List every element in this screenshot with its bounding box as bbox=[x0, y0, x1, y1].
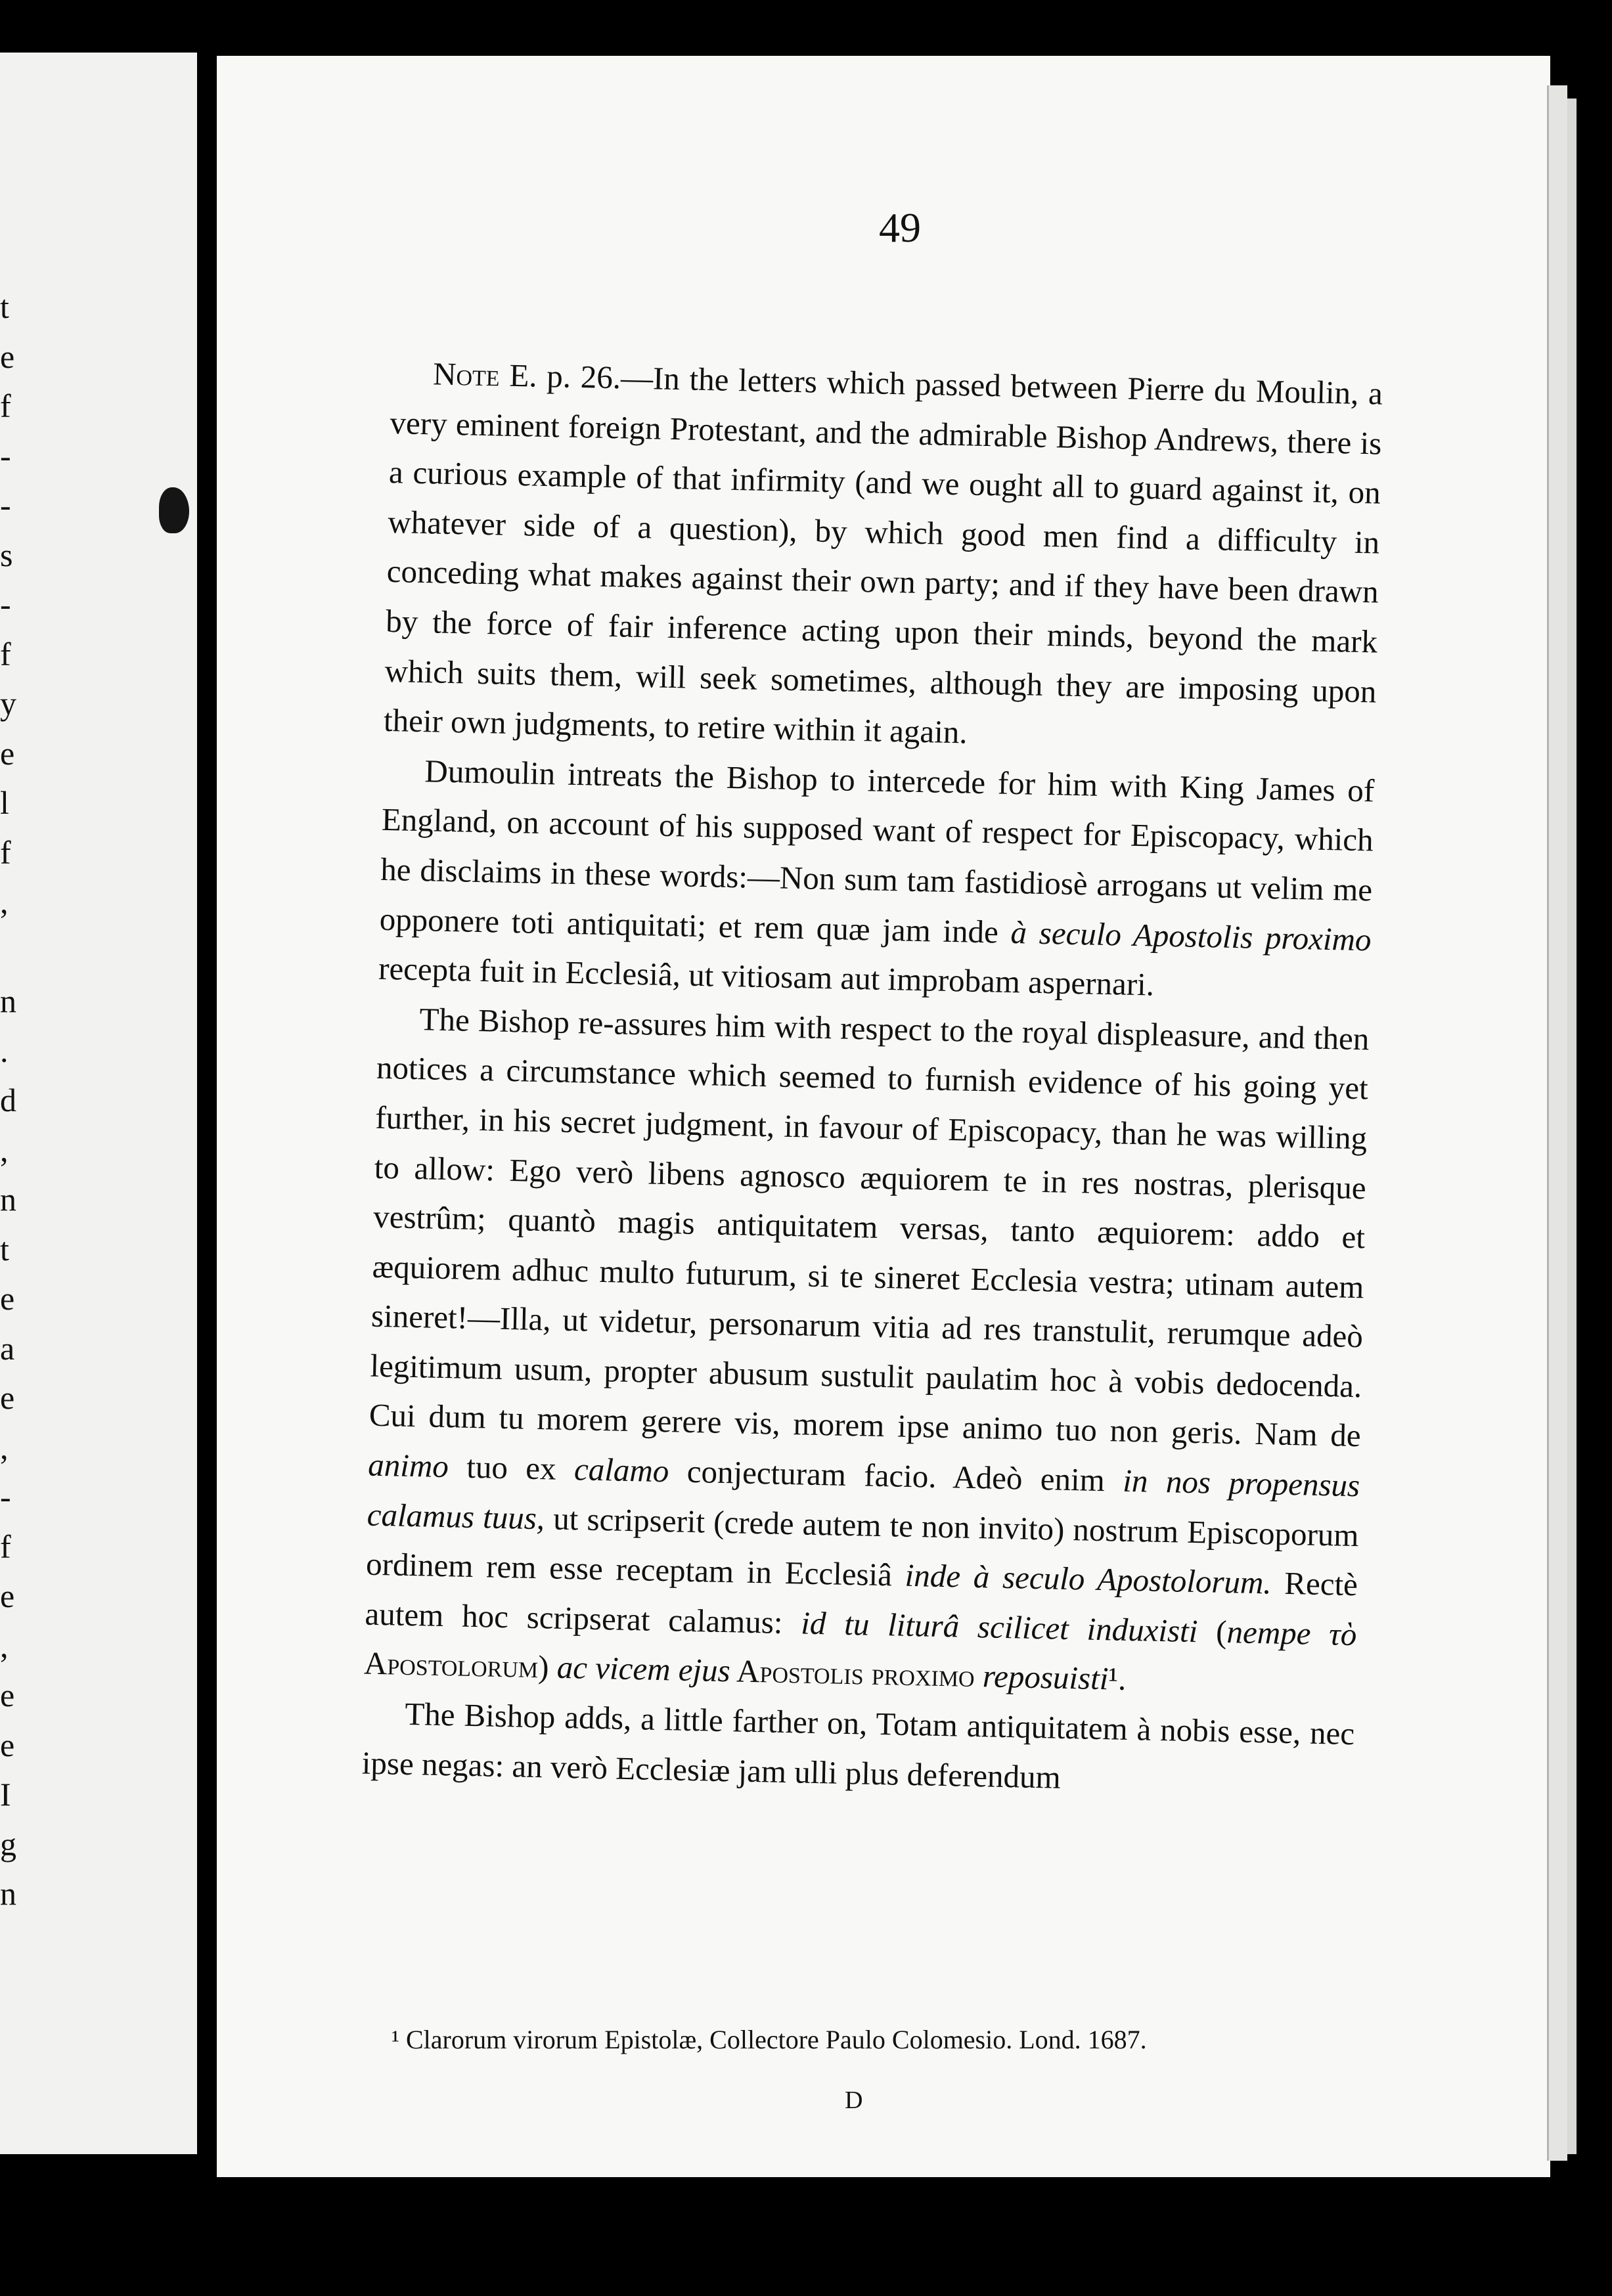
text-run: ) bbox=[537, 1648, 558, 1686]
fragment: y bbox=[0, 685, 16, 722]
fragment: e bbox=[0, 1578, 15, 1614]
fragment bbox=[0, 927, 26, 977]
page-edge bbox=[1547, 85, 1567, 2161]
fragment: t bbox=[0, 1230, 9, 1268]
paragraph-text: The Bishop adds, a little farther on, Totam antiquitatem à nobis esse, nec ipse negas: an verò Ecclesiæ jam ulli plus deferendum bbox=[361, 1695, 1355, 1796]
fragment: - bbox=[0, 487, 11, 523]
paragraph-text: E. p. 26.—In the letters which passed between Pierre du Moulin, a very eminent foreign Protestant, and the admirable Bishop Andrews, there is a curious example of that infirmity (and we ought all to guard against it, on whatever side of a question), by which good men find a difficulty in conceding what makes against their own party; and if they have been drawn by the force of fair inference acting upon their minds, beyond the mark which suits them, will seek sometimes, although they are imposing upon their own judgments, to retire within it again. bbox=[383, 357, 1383, 751]
fragment: , bbox=[0, 1131, 9, 1168]
note-label: Note bbox=[432, 355, 501, 393]
fragment: e bbox=[0, 734, 15, 772]
paragraph-bishop-reply bbox=[363, 994, 1370, 1710]
italic-run: animo bbox=[367, 1446, 449, 1485]
text-run: ut scripserit (crede autem te non invito) nostrum Episcoporum ordinem rem esse receptam in Ecclesiâ bbox=[365, 1499, 1360, 1594]
body-text bbox=[361, 348, 1383, 1808]
fragment: - bbox=[0, 586, 11, 623]
paragraph-dumoulin bbox=[378, 745, 1375, 1015]
text-run: ( bbox=[1197, 1612, 1228, 1650]
fragment: l bbox=[0, 784, 9, 821]
fragment: g bbox=[0, 1825, 16, 1863]
facing-page-text-fragments bbox=[0, 282, 26, 1919]
italic-run: id tu liturâ scilicet induxisti bbox=[800, 1604, 1198, 1649]
text-run: tuo ex bbox=[448, 1448, 575, 1488]
fragment: , bbox=[0, 883, 9, 920]
italic-run: à seculo Apostolis proximo bbox=[1010, 914, 1372, 958]
fragment: f bbox=[0, 1528, 11, 1565]
ink-blot bbox=[159, 487, 189, 533]
text-run: Rectè autem hoc scripserat calamus: bbox=[365, 1564, 1358, 1641]
italic-run: reposuisti bbox=[982, 1658, 1109, 1697]
text-run: The Bishop re-assures him with respect to the royal displeasure, and then notices a circumstance which seemed to furnish evidence of his going yet further, in his secret judgment, in favour of Episcopacy, than he was willing to allow: Ego verò libens agnosco æquiorem te in res nostras, plerisque vestrûm; quantò magis antiquitatem versas, tanto æquiorem: addo et æquiorem adhuc multo futurum, si te sineret Ecclesia vestra; utinam autem sineret!—Illa, ut videtur, personarum vitia ad res transtulit, rerumque adeò legitimum usum, propter abusum sustulit paulatim hoc à vobis dedocenda. Cui dum tu morem gerere vis, morem ipse animo tuo non geris. Nam de bbox=[369, 1000, 1370, 1454]
facing-page bbox=[0, 53, 197, 2154]
italic-run: nempe τὸ bbox=[1226, 1613, 1357, 1653]
fragment: , bbox=[0, 1428, 9, 1466]
small-caps-run: Apostolorum bbox=[363, 1645, 539, 1685]
page-edge-shadow bbox=[1567, 99, 1577, 2154]
fragment: I bbox=[0, 1776, 11, 1813]
fragment: e bbox=[0, 1677, 15, 1713]
fragment: f bbox=[0, 387, 11, 424]
fragment: e bbox=[0, 1379, 15, 1416]
fragment: n bbox=[0, 1181, 16, 1218]
italic-run: in nos propensus calamus tuus, bbox=[367, 1462, 1360, 1536]
text-run: recepta fuit in Ecclesiâ, ut vitiosam aut improbam aspernari. bbox=[378, 950, 1155, 1003]
fragment: a bbox=[0, 1329, 15, 1367]
fragment: f bbox=[0, 833, 11, 871]
footnote-ref: ¹. bbox=[1108, 1660, 1127, 1698]
fragment: - bbox=[0, 437, 11, 474]
small-caps-run: Apostolis proximo bbox=[730, 1652, 983, 1694]
text-run: conjecturam facio. Adeò enim bbox=[668, 1453, 1123, 1499]
italic-run: calamo bbox=[573, 1451, 669, 1490]
paragraph-bishop-adds bbox=[361, 1689, 1355, 1809]
fragment: e bbox=[0, 1280, 15, 1317]
fragment: f bbox=[0, 635, 11, 673]
fragment: . bbox=[0, 1032, 9, 1069]
fragment: e bbox=[0, 338, 15, 375]
italic-run: ac vicem ejus bbox=[556, 1649, 731, 1689]
fragment: e bbox=[0, 1726, 15, 1763]
paragraph-note-e bbox=[383, 348, 1383, 766]
fragment: s bbox=[0, 536, 13, 573]
page-number: 49 bbox=[879, 204, 921, 251]
fragment: d bbox=[0, 1082, 16, 1118]
italic-run: inde à seculo Apostolorum. bbox=[905, 1557, 1272, 1601]
fragment: t bbox=[0, 288, 9, 325]
text-run: Dumoulin intreats the Bishop to intercede for him with King James of England, on account of his supposed want of respect for Episcopacy, which he disclaims in these words:—Non sum tam fastidiosè arrogans ut velim me opponere toti antiquitati; et rem quæ jam inde bbox=[379, 752, 1375, 950]
fragment: n bbox=[0, 1875, 16, 1912]
fragment: , bbox=[0, 1627, 9, 1664]
footnote: ¹ Clarorum virorum Epistolæ, Collectore Paulo Colomesio. Lond. 1687. bbox=[392, 2025, 1147, 2054]
fragment: n bbox=[0, 982, 16, 1019]
fragment: - bbox=[0, 1478, 11, 1515]
signature-mark: D bbox=[845, 2086, 863, 2114]
